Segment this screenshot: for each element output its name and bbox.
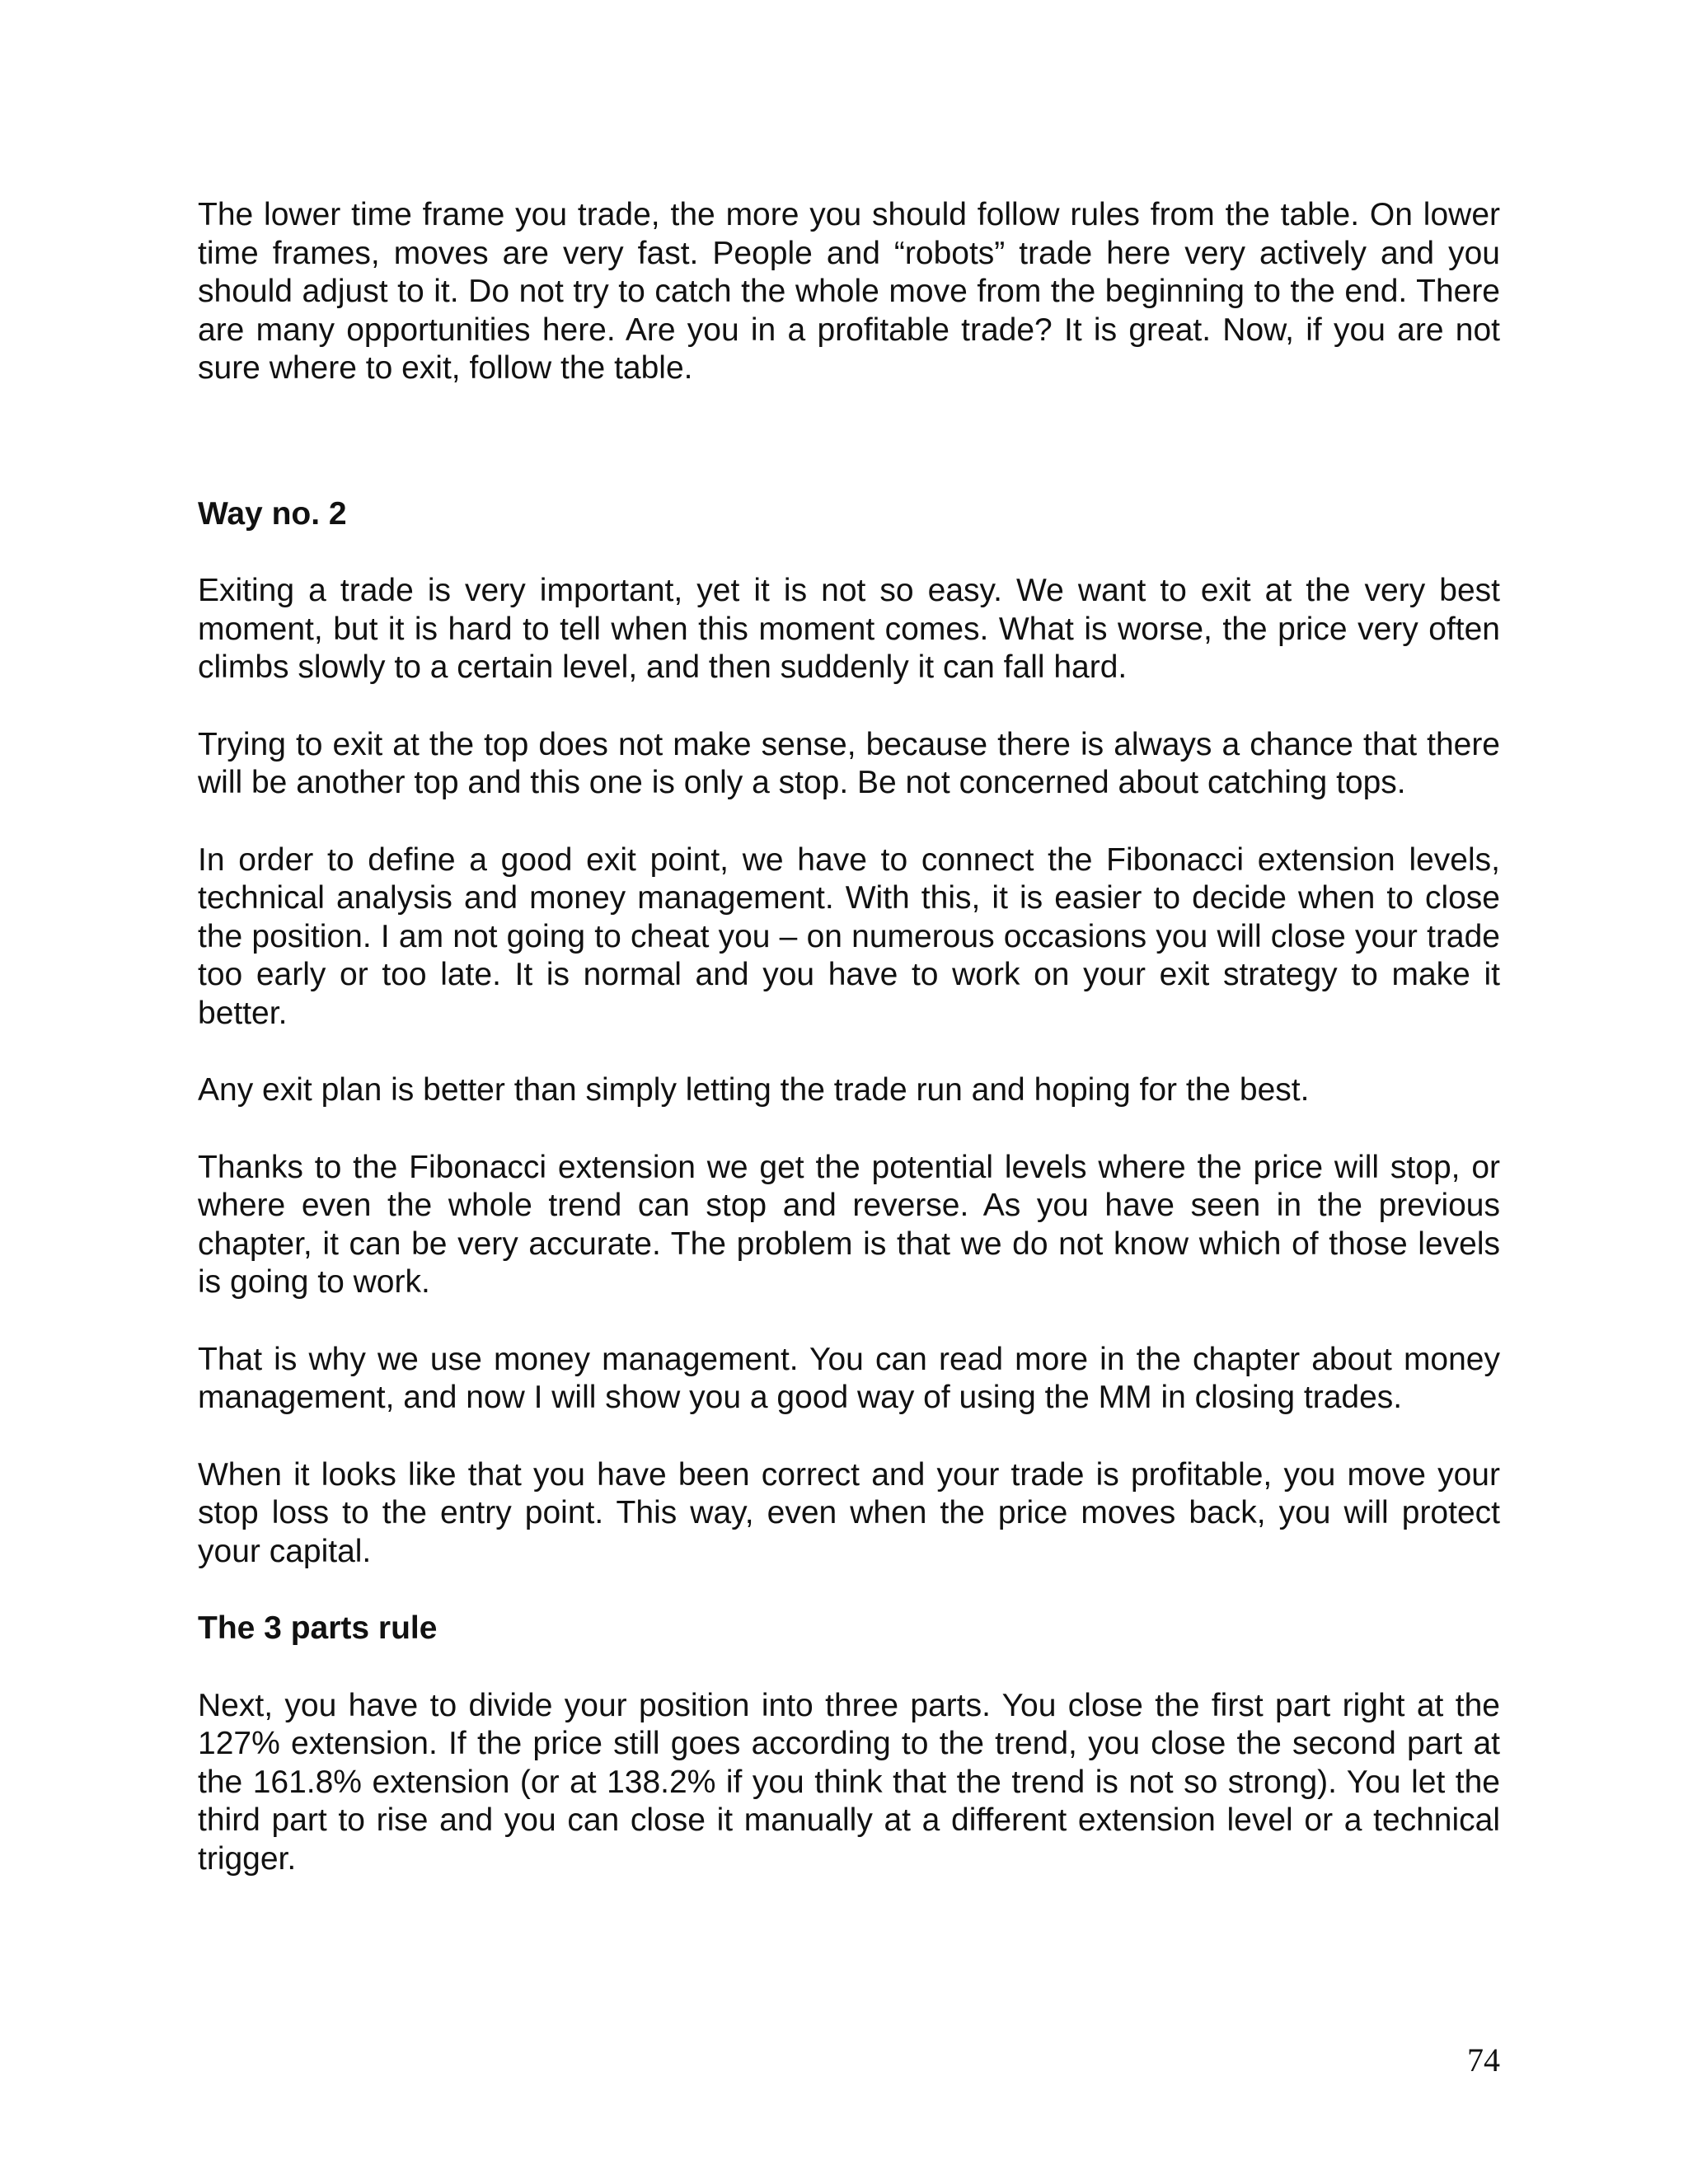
paragraph-three-parts: Next, you have to divide your position into three parts. You close the first part right at the 127% extension. If the price still goes according to the trend, you close the second part at the 161.8% extension (or at 138.2% if you think that the trend is not so strong). You let the third part to rise and you can close it manually at a different extension level or a technical trigger. — [198, 1687, 1500, 1877]
page-body — [198, 196, 1500, 1878]
paragraph-fibonacci-extension: Thanks to the Fibonacci extension we get the potential levels where the price will stop, or where even the whole trend can stop and reverse. As you have seen in the previous chapter, it can be very accurate. The problem is that we do not know which of those levels is going to work. — [198, 1149, 1500, 1300]
paragraph-money-management: That is why we use money management. You can read more in the chapter about money management, and now I will show you a good way of using the MM in closing trades. — [198, 1341, 1500, 1415]
page-number: 74 — [1467, 2041, 1500, 2079]
paragraph-exit-at-top: Trying to exit at the top does not make sense, because there is always a chance that there will be another top and this one is only a stop. Be not concerned about catching tops. — [198, 726, 1500, 800]
paragraph-intro: The lower time frame you trade, the more you should follow rules from the table. On lower time frames, moves are very fast. People and “robots” trade here very actively and you should adjust to it. Do not try to catch the whole move from the beginning to the end. There are many opportunities here. Are you in a profitable trade? It is great. Now, if you are not sure where to exit, follow the table. — [198, 197, 1500, 386]
paragraph-exiting-trade: Exiting a trade is very important, yet it is not so easy. We want to exit at the very best moment, but it is hard to tell when this moment comes. What is worse, the price very often climbs slowly to a certain level, and then suddenly it can fall hard. — [198, 573, 1500, 685]
heading-way-no-2: Way no. 2 — [198, 495, 347, 532]
paragraph-stop-loss: When it looks like that you have been correct and your trade is profitable, you move your stop loss to the entry point. This way, even when the price moves back, you will protect your capital. — [198, 1456, 1500, 1569]
heading-3-parts-rule: The 3 parts rule — [198, 1610, 438, 1646]
paragraph-define-exit-point: In order to define a good exit point, we have to connect the Fibonacci extension levels, technical analysis and money management. With this, it is easier to decide when to close the position. I am not going to cheat you – on numerous occasions you will close your trade too early or too late. It is normal and you have to work on your exit strategy to make it better. — [198, 841, 1500, 1031]
paragraph-any-exit-plan: Any exit plan is better than simply letting the trade run and hoping for the best. — [198, 1072, 1310, 1108]
